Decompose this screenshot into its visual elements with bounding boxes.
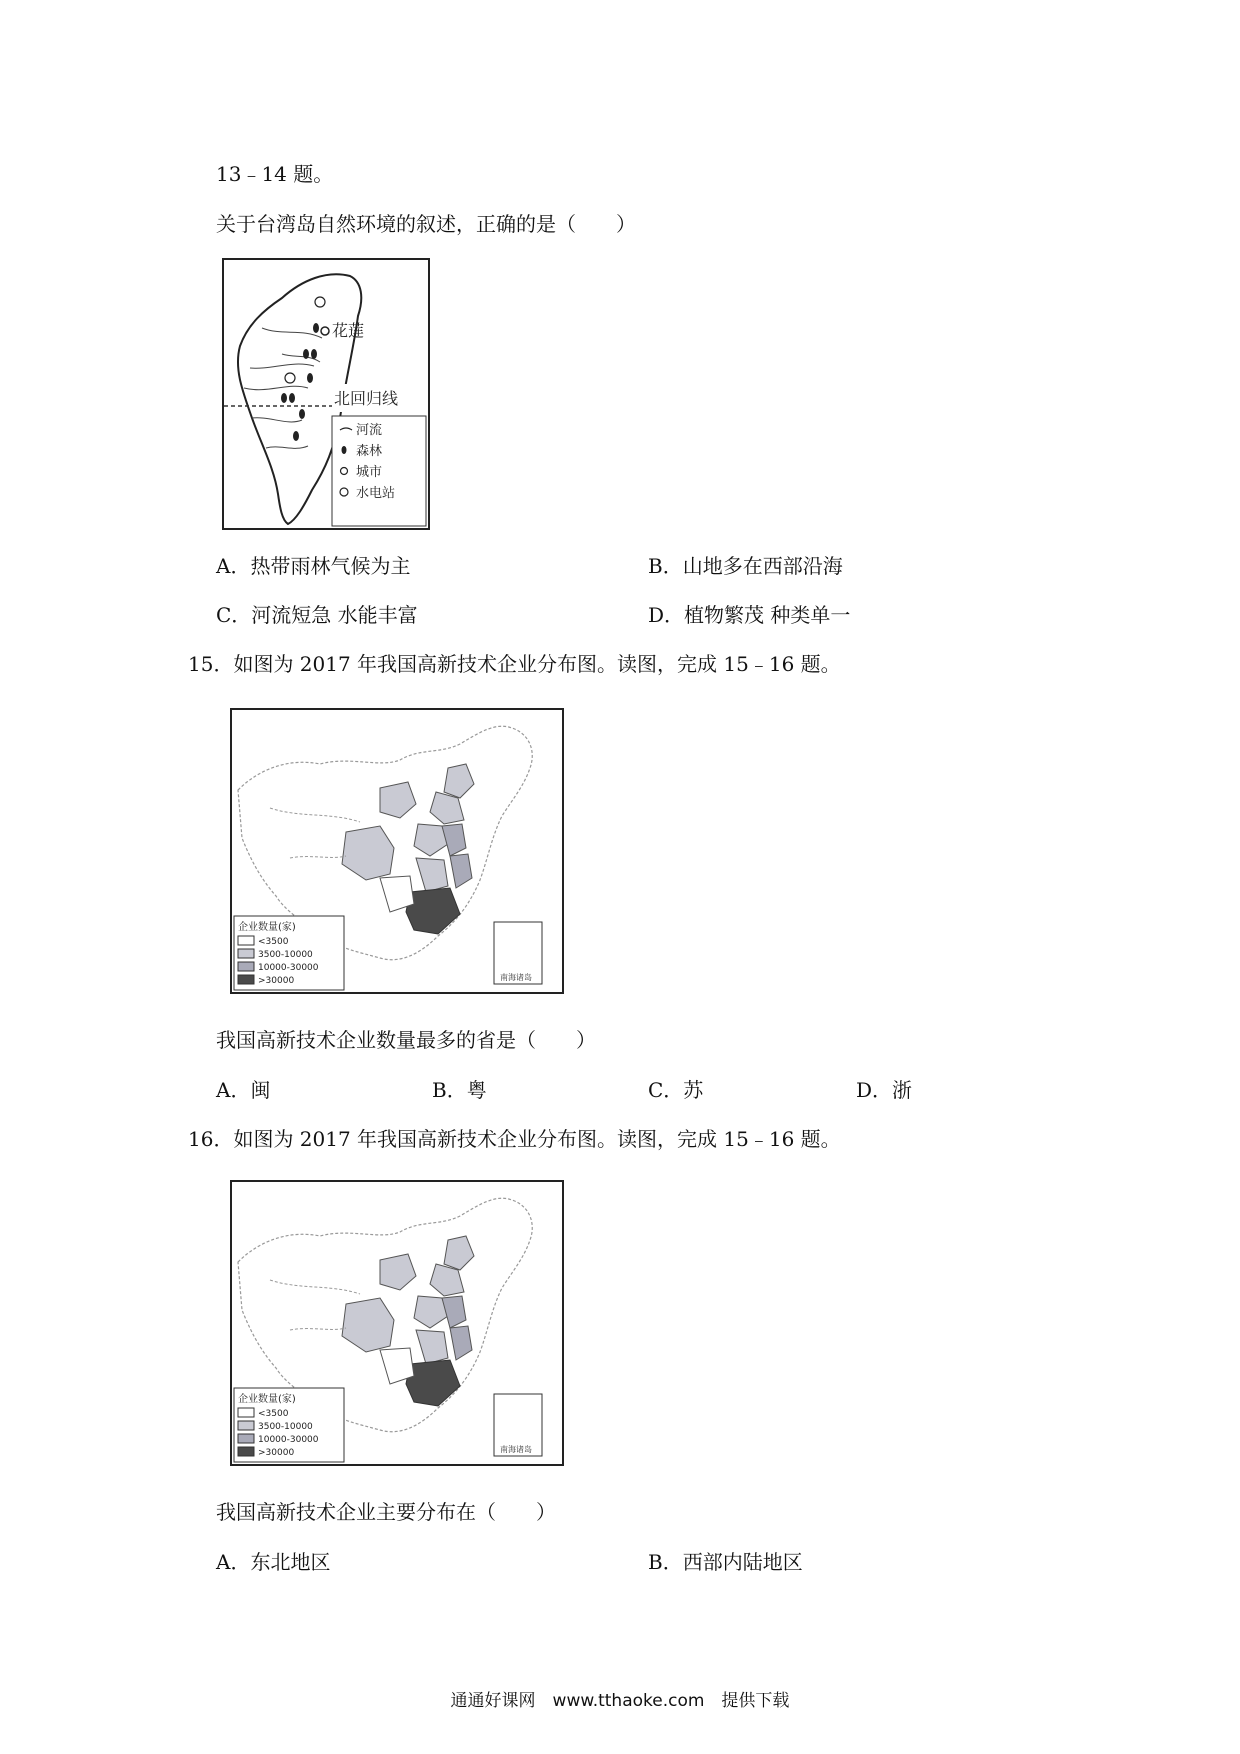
city-marker — [321, 327, 329, 335]
legend-item: <3500 — [258, 937, 289, 947]
page-footer: 通通好课网 www.tthaoke.com 提供下载 — [450, 1691, 790, 1711]
tropic-label: 北回归线 — [334, 389, 399, 408]
legend-river: 河流 — [356, 423, 383, 438]
question-14-stem: 关于台湾岛自然环境的叙述，正确的是（ ） — [216, 212, 636, 236]
legend-title: 企业数量(家) — [238, 1394, 296, 1405]
option-c[interactable]: C．河流短急 水能丰富 — [216, 603, 418, 627]
option-a[interactable]: A．东北地区 — [216, 1550, 331, 1574]
china-map-15 — [230, 708, 564, 994]
legend-item: 10000-30000 — [258, 1435, 319, 1445]
option-d[interactable]: D．植物繁茂 种类单一 — [648, 603, 851, 627]
legend-title: 企业数量(家) — [238, 922, 296, 933]
option-b[interactable]: B．粤 — [432, 1078, 487, 1102]
question-15-intro: 15．如图为 2017 年我国高新技术企业分布图。读图，完成 15﹣16 题。 — [188, 652, 841, 676]
inset-label: 南海诸岛 — [500, 1445, 532, 1454]
legend-city: 城市 — [356, 465, 383, 480]
question-15-stem: 我国高新技术企业数量最多的省是（ ） — [216, 1028, 596, 1052]
legend-item: 3500-10000 — [258, 1422, 313, 1432]
option-c[interactable]: C．苏 — [648, 1078, 704, 1102]
question-16-stem: 我国高新技术企业主要分布在（ ） — [216, 1500, 556, 1524]
option-a[interactable]: A．热带雨林气候为主 — [216, 554, 411, 578]
china-map-16 — [230, 1180, 564, 1466]
taiwan-map — [222, 258, 430, 530]
question-16-intro: 16．如图为 2017 年我国高新技术企业分布图。读图，完成 15﹣16 题。 — [188, 1127, 841, 1151]
legend-item: 10000-30000 — [258, 963, 319, 973]
legend-item: 3500-10000 — [258, 950, 313, 960]
legend-hydropower: 水电站 — [356, 486, 396, 501]
option-a[interactable]: A．闽 — [216, 1078, 271, 1102]
option-d[interactable]: D．浙 — [856, 1078, 913, 1102]
city-label: 花莲 — [332, 321, 365, 340]
legend-forest: 森林 — [356, 444, 383, 459]
legend-item: >30000 — [258, 1448, 295, 1458]
inset-label: 南海诸岛 — [500, 973, 532, 982]
option-b[interactable]: B．西部内陆地区 — [648, 1550, 803, 1574]
legend-item: >30000 — [258, 976, 295, 986]
question-lead: 13﹣14 题。 — [216, 162, 334, 186]
legend-item: <3500 — [258, 1409, 289, 1419]
option-b[interactable]: B．山地多在西部沿海 — [648, 554, 843, 578]
